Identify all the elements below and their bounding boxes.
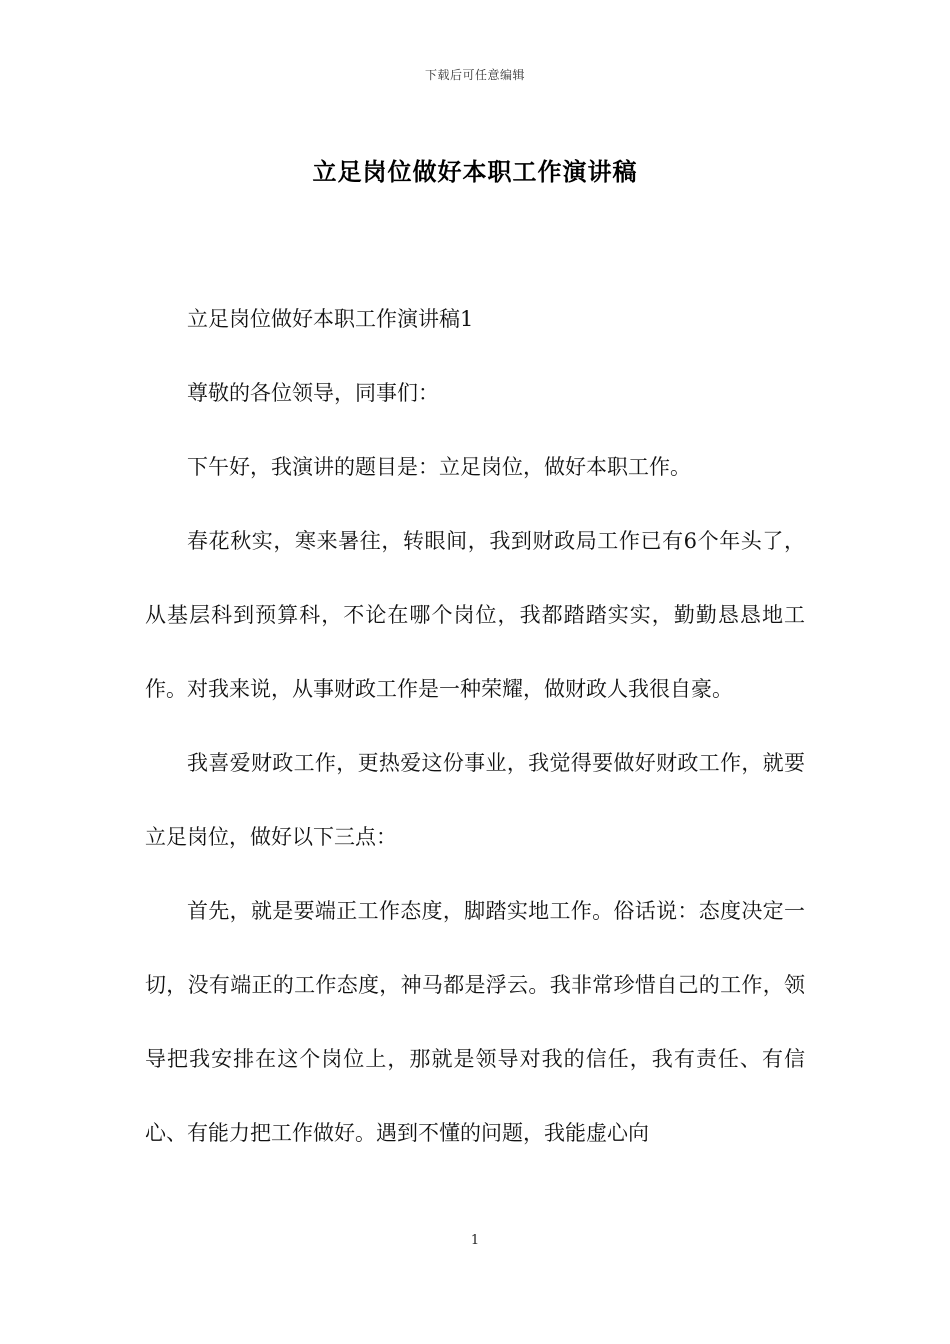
paragraph-salutation: 尊敬的各位领导，同事们： <box>187 381 439 405</box>
paragraph-first-point: 首先，就是要端正工作态度，脚踏实地工作。俗话说：态度决定一切，没有端正的工作态度，神马都是浮云。我非常珍惜自己的工作，领导把我安排在这个岗位上，那就是领导对我的信任，我有责任、有信心、有能力把工作做好。遇到不懂的问题，我能虚心向 <box>145 899 805 1145</box>
paragraph-subtitle: 立足岗位做好本职工作演讲稿1 <box>187 307 474 331</box>
paragraph-intro: 春花秋实，寒来暑往，转眼间，我到财政局工作已有6个年头了，从基层科到预算科，不论在哪个岗位，我都踏踏实实，勤勤恳恳地工作。对我来说，从事财政工作是一种荣耀，做财政人我很自豪。 <box>145 529 805 701</box>
page-number: 1 <box>470 1233 480 1248</box>
document-body <box>145 282 805 1170</box>
paragraph-greeting: 下午好，我演讲的题目是：立足岗位，做好本职工作。 <box>187 455 691 479</box>
document-title: 立足岗位做好本职工作演讲稿 <box>312 157 638 186</box>
page-header-note: 下载后可任意编辑 <box>424 68 525 82</box>
paragraph-points-lead: 我喜爱财政工作，更热爱这份事业，我觉得要做好财政工作，就要立足岗位，做好以下三点： <box>145 751 805 849</box>
